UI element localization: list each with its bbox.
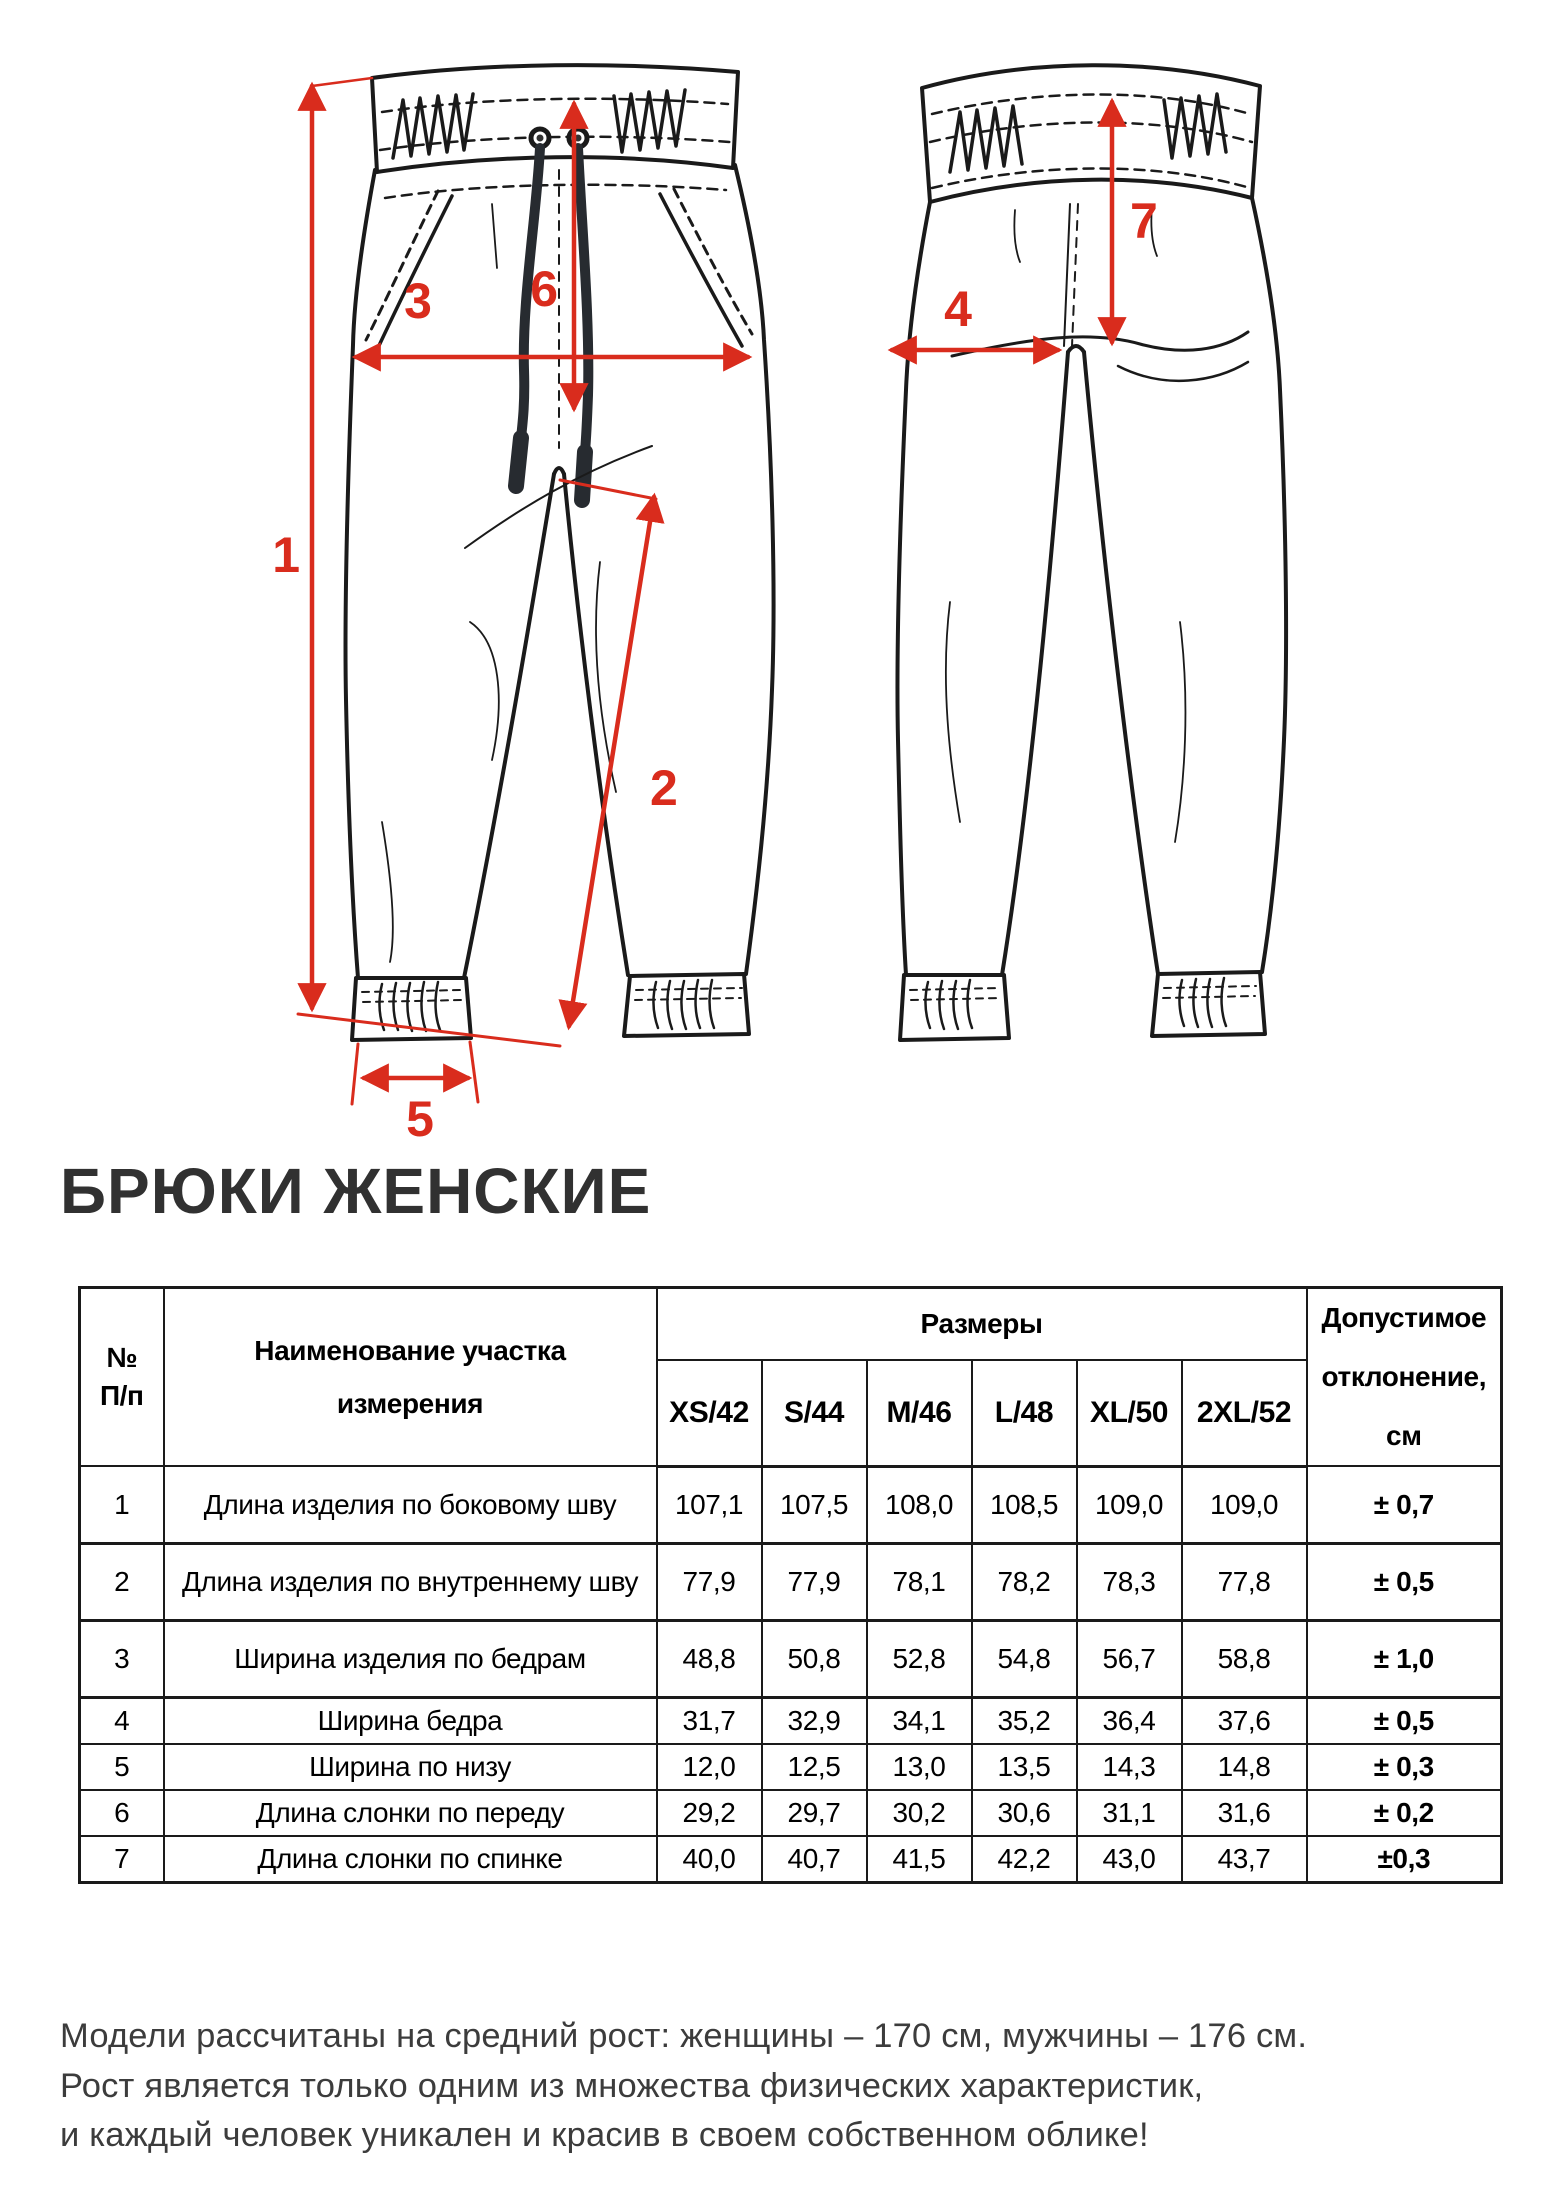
measure-label-1: 1 (272, 527, 300, 583)
cell-value: 14,3 (1077, 1744, 1182, 1790)
cell-tolerance: ± 0,5 (1307, 1543, 1502, 1620)
cell-value: 78,2 (972, 1543, 1077, 1620)
header-size-xl: XL/50 (1077, 1360, 1182, 1467)
cell-tolerance: ±0,3 (1307, 1836, 1502, 1883)
row-name: Длина изделия по боковому шву (164, 1466, 657, 1543)
cell-value: 54,8 (972, 1620, 1077, 1697)
header-sizes-title: Размеры (657, 1288, 1307, 1360)
cell-value: 40,7 (762, 1836, 867, 1883)
measure-label-5: 5 (406, 1091, 434, 1140)
cell-value: 42,2 (972, 1836, 1077, 1883)
header-num (80, 1288, 164, 1467)
table-row (80, 1697, 1502, 1744)
row-num: 3 (80, 1620, 164, 1697)
row-name: Длина слонки по переду (164, 1790, 657, 1836)
fit-note-line: Модели рассчитаны на средний рост: женщины – 170 см, мужчины – 176 см. (60, 2016, 1308, 2055)
cell-value: 41,5 (867, 1836, 972, 1883)
cell-value: 14,8 (1182, 1744, 1307, 1790)
cell-tolerance: ± 0,3 (1307, 1744, 1502, 1790)
table-row (80, 1790, 1502, 1836)
cell-value: 29,7 (762, 1790, 867, 1836)
fit-note-line: и каждый человек уникален и красив в своем собственном облике! (60, 2116, 1149, 2155)
cell-value: 30,2 (867, 1790, 972, 1836)
header-num-top: № (106, 1342, 138, 1374)
cell-tolerance: ± 0,2 (1307, 1790, 1502, 1836)
back-view-drawing (897, 65, 1286, 1040)
cell-value: 43,7 (1182, 1836, 1307, 1883)
cell-tolerance: ± 0,5 (1307, 1697, 1502, 1744)
measure-label-3: 3 (404, 273, 432, 329)
cell-value: 108,0 (867, 1466, 972, 1543)
header-name: Наименование участка измерения (164, 1288, 657, 1467)
header-num-bottom: П/п (99, 1380, 144, 1412)
cell-value: 48,8 (657, 1620, 762, 1697)
fit-note-line: Рост является только одним из множества физических характеристик, (60, 2066, 1204, 2105)
cell-value: 32,9 (762, 1697, 867, 1744)
cell-value: 31,7 (657, 1697, 762, 1744)
cell-value: 58,8 (1182, 1620, 1307, 1697)
row-num: 6 (80, 1790, 164, 1836)
measure-label-4: 4 (944, 281, 972, 337)
cell-value: 78,1 (867, 1543, 972, 1620)
cell-value: 31,1 (1077, 1790, 1182, 1836)
row-name: Ширина бедра (164, 1697, 657, 1744)
cell-value: 52,8 (867, 1620, 972, 1697)
header-size-xs: XS/42 (657, 1360, 762, 1467)
cell-value: 50,8 (762, 1620, 867, 1697)
row-num: 5 (80, 1744, 164, 1790)
cell-value: 107,5 (762, 1466, 867, 1543)
cell-value: 107,1 (657, 1466, 762, 1543)
row-num: 7 (80, 1836, 164, 1883)
table-row (80, 1620, 1502, 1697)
cell-value: 77,9 (657, 1543, 762, 1620)
row-num: 4 (80, 1697, 164, 1744)
cell-value: 13,5 (972, 1744, 1077, 1790)
cell-value: 40,0 (657, 1836, 762, 1883)
fit-note (60, 2012, 1542, 2161)
cell-tolerance: ± 0,7 (1307, 1466, 1502, 1543)
cell-value: 37,6 (1182, 1697, 1307, 1744)
measure-label-6: 6 (530, 261, 558, 317)
measure-arrow-1 (298, 78, 560, 1046)
header-size-l: L/48 (972, 1360, 1077, 1467)
header-tolerance: Допустимое отклонение, см (1307, 1288, 1502, 1467)
cell-value: 43,0 (1077, 1836, 1182, 1883)
cell-value: 36,4 (1077, 1697, 1182, 1744)
header-size-m: M/46 (867, 1360, 972, 1467)
cell-value: 108,5 (972, 1466, 1077, 1543)
cell-value: 109,0 (1077, 1466, 1182, 1543)
cell-value: 13,0 (867, 1744, 972, 1790)
cell-value: 34,1 (867, 1697, 972, 1744)
row-name: Ширина изделия по бедрам (164, 1620, 657, 1697)
cell-value: 35,2 (972, 1697, 1077, 1744)
cell-value: 31,6 (1182, 1790, 1307, 1836)
header-size-s: S/44 (762, 1360, 867, 1467)
cell-value: 29,2 (657, 1790, 762, 1836)
table-row (80, 1466, 1502, 1543)
measure-label-7: 7 (1130, 193, 1158, 249)
row-num: 1 (80, 1466, 164, 1543)
front-view-drawing (345, 65, 773, 1040)
measure-label-2: 2 (650, 760, 678, 816)
cell-value: 77,9 (762, 1543, 867, 1620)
cell-value: 78,3 (1077, 1543, 1182, 1620)
row-name: Длина изделия по внутреннему шву (164, 1543, 657, 1620)
cell-value: 12,5 (762, 1744, 867, 1790)
row-name: Ширина по низу (164, 1744, 657, 1790)
size-table (78, 1286, 1503, 1884)
table-row (80, 1543, 1502, 1620)
header-size-2xl: 2XL/52 (1182, 1360, 1307, 1467)
cell-value: 109,0 (1182, 1466, 1307, 1543)
cell-value: 12,0 (657, 1744, 762, 1790)
row-num: 2 (80, 1543, 164, 1620)
cell-value: 56,7 (1077, 1620, 1182, 1697)
page-title: БРЮКИ ЖЕНСКИЕ (60, 1155, 652, 1227)
table-row (80, 1836, 1502, 1883)
cell-value: 77,8 (1182, 1543, 1307, 1620)
table-row (80, 1744, 1502, 1790)
cell-value: 30,6 (972, 1790, 1077, 1836)
row-name: Длина слонки по спинке (164, 1836, 657, 1883)
cell-tolerance: ± 1,0 (1307, 1620, 1502, 1697)
